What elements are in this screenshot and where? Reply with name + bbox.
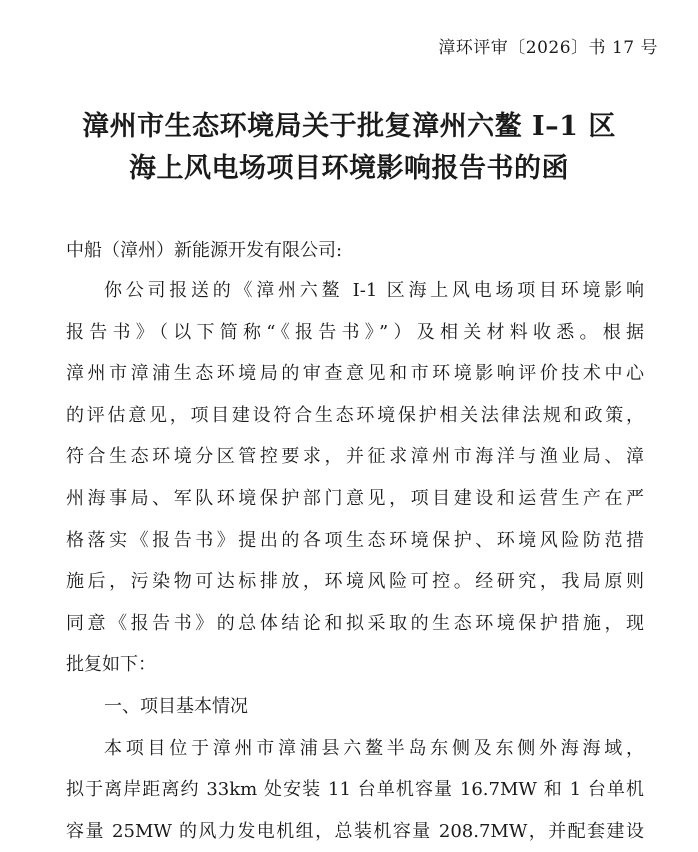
paragraph-line: 批复如下： <box>66 654 156 676</box>
document-title <box>40 106 658 190</box>
paragraph-line: 州海事局、军队环境保护部门意见，项目建设和运营生产在严 <box>66 487 644 509</box>
body-text <box>66 270 644 852</box>
paragraph-line: 拟于离岸距离约 33km 处安装 11 台单机容量 16.7MW 和 1 台单机 <box>66 779 644 801</box>
paragraph-line: 漳州市漳浦生态环境局的审查意见和市环境影响评价技术中心 <box>66 363 644 385</box>
paragraph-line: 同意《报告书》的总体结论和拟采取的生态环境保护措施，现 <box>66 612 644 634</box>
paragraph-line: 符合生态环境分区管控要求，并征求漳州市海洋与渔业局、漳 <box>66 446 644 468</box>
paragraph-line: 容量 25MW 的风力发电机组，总装机容量 208.7MW，并配套建设 <box>66 820 644 842</box>
title-line-1: 漳州市生态环境局关于批复漳州六鳌 I–1 区 <box>82 111 616 142</box>
section-heading: 一、项目基本情况 <box>104 695 248 717</box>
paragraph-line: 报告书》（以下简称“《报告书》”）及相关材料收悉。根据 <box>66 321 644 343</box>
paragraph-line: 格落实《报告书》提出的各项生态环境保护、环境风险防范措 <box>66 529 644 551</box>
paragraph-line: 施后，污染物可达标排放，环境风险可控。经研究，我局原则 <box>66 571 644 593</box>
paragraph-line: 本项目位于漳州市漳浦县六鳌半岛东侧及东侧外海海域， <box>104 737 644 759</box>
document-number: 漳环评审〔2026〕书 17 号 <box>438 38 658 58</box>
paragraph-line: 你公司报送的《漳州六鳌 I-1 区海上风电场项目环境影响 <box>104 280 644 301</box>
paragraph-line: 的评估意见，项目建设符合生态环境保护相关法律法规和政策， <box>66 404 644 426</box>
addressee: 中船（漳州）新能源开发有限公司: <box>66 240 343 261</box>
title-line-2: 海上风电场项目环境影响报告书的函 <box>129 153 569 184</box>
